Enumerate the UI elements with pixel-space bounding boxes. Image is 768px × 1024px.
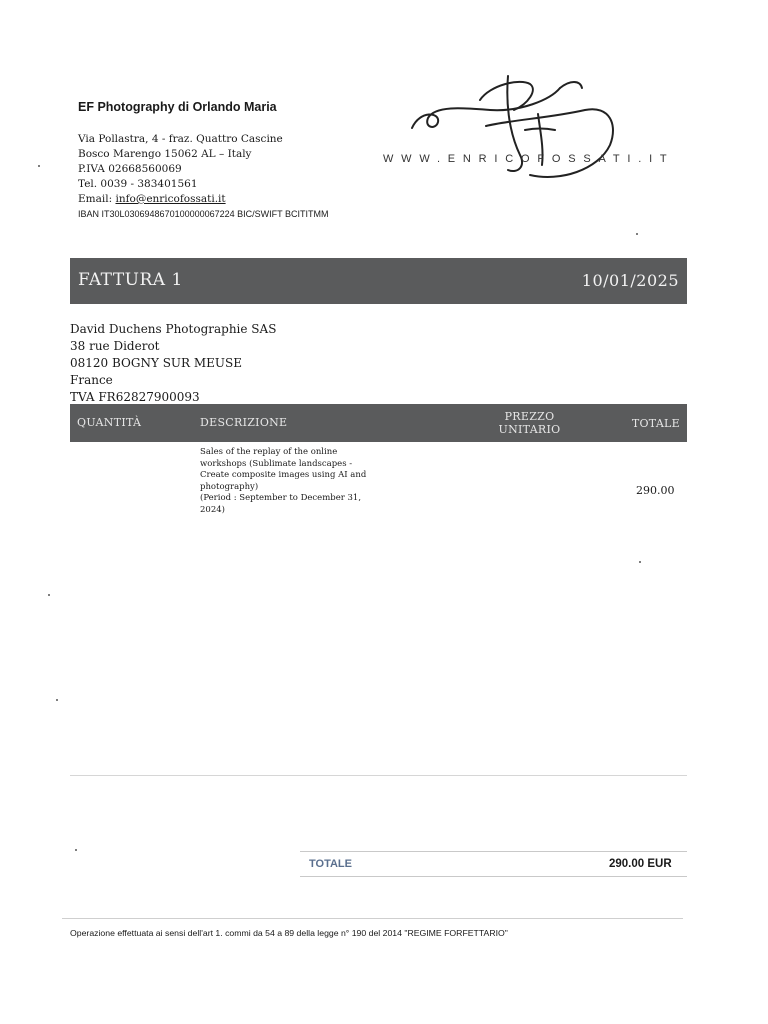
column-header-description: DESCRIZIONE: [200, 416, 288, 429]
totals-value: 290.00 EUR: [609, 858, 672, 870]
totals-top-rule: [300, 851, 687, 852]
sender-piva: P.IVA 02668560069: [78, 163, 182, 175]
scan-speck: [38, 165, 40, 167]
client-country: France: [70, 373, 113, 387]
description-line: Sales of the replay of the online: [200, 447, 338, 457]
sender-tel: Tel. 0039 - 383401561: [78, 178, 198, 190]
scan-speck: [56, 699, 58, 701]
table-row-total: 290.00: [636, 484, 675, 497]
sender-address-line-2: Bosco Marengo 15062 AL – Italy: [78, 148, 252, 160]
client-vat: TVA FR62827900093: [70, 390, 200, 404]
column-header-unit-price-line-1: PREZZO: [504, 410, 555, 423]
scan-speck: [75, 849, 77, 851]
client-city: 08120 BOGNY SUR MEUSE: [70, 356, 243, 370]
description-line: (Period : September to December 31,: [200, 493, 362, 503]
column-header-unit-price-line-2: UNITARIO: [498, 423, 561, 436]
sender-iban: IBAN IT30L0306948670100000067224 BIC/SWIFT BCITITMM: [78, 209, 329, 219]
sender-email-label: Email:: [78, 193, 116, 205]
totals-label: TOTALE: [309, 858, 352, 870]
scan-speck: [636, 233, 638, 235]
table-header: [70, 404, 687, 442]
totals-bottom-rule: [300, 876, 687, 877]
client-street: 38 rue Diderot: [70, 339, 160, 353]
table-row-description: [200, 447, 370, 516]
sender-address-block: [78, 132, 328, 222]
sender-address-line-1: Via Pollastra, 4 - fraz. Quattro Cascine: [78, 133, 283, 145]
enricofossati-logo: [410, 70, 630, 185]
column-header-quantity: QUANTITÀ: [77, 416, 142, 429]
description-line: photography): [200, 481, 259, 492]
column-header-unit-price: [482, 410, 577, 436]
logo-website-text: WWW.ENRICOFOSSATI.IT: [383, 153, 675, 165]
sender-name: EF Photography di Orlando Maria: [78, 100, 277, 114]
sender-email-link[interactable]: info@enricofossati.it: [115, 193, 226, 205]
footer-legal-note: Operazione effettuata ai sensi dell'art 1. commi da 54 a 89 della legge n° 190 del 2014 "REGIME FORFETTARIO": [70, 928, 508, 938]
description-line: workshops (Sublimate landscapes -: [200, 458, 353, 469]
description-line: 2024): [200, 504, 225, 515]
client-address-block: [70, 321, 276, 406]
invoice-title: FATTURA 1: [78, 270, 183, 290]
invoice-header-band: [70, 258, 687, 304]
footer-rule: [62, 918, 683, 919]
scan-speck: [639, 561, 641, 563]
client-name: David Duchens Photographie SAS: [70, 322, 277, 336]
column-header-total: TOTALE: [631, 417, 680, 430]
invoice-date: 10/01/2025: [581, 271, 679, 290]
scan-speck: [48, 594, 50, 596]
sender-email-line: [78, 192, 328, 207]
table-bottom-rule: [70, 775, 687, 776]
description-line: Create composite images using AI and: [200, 470, 367, 480]
